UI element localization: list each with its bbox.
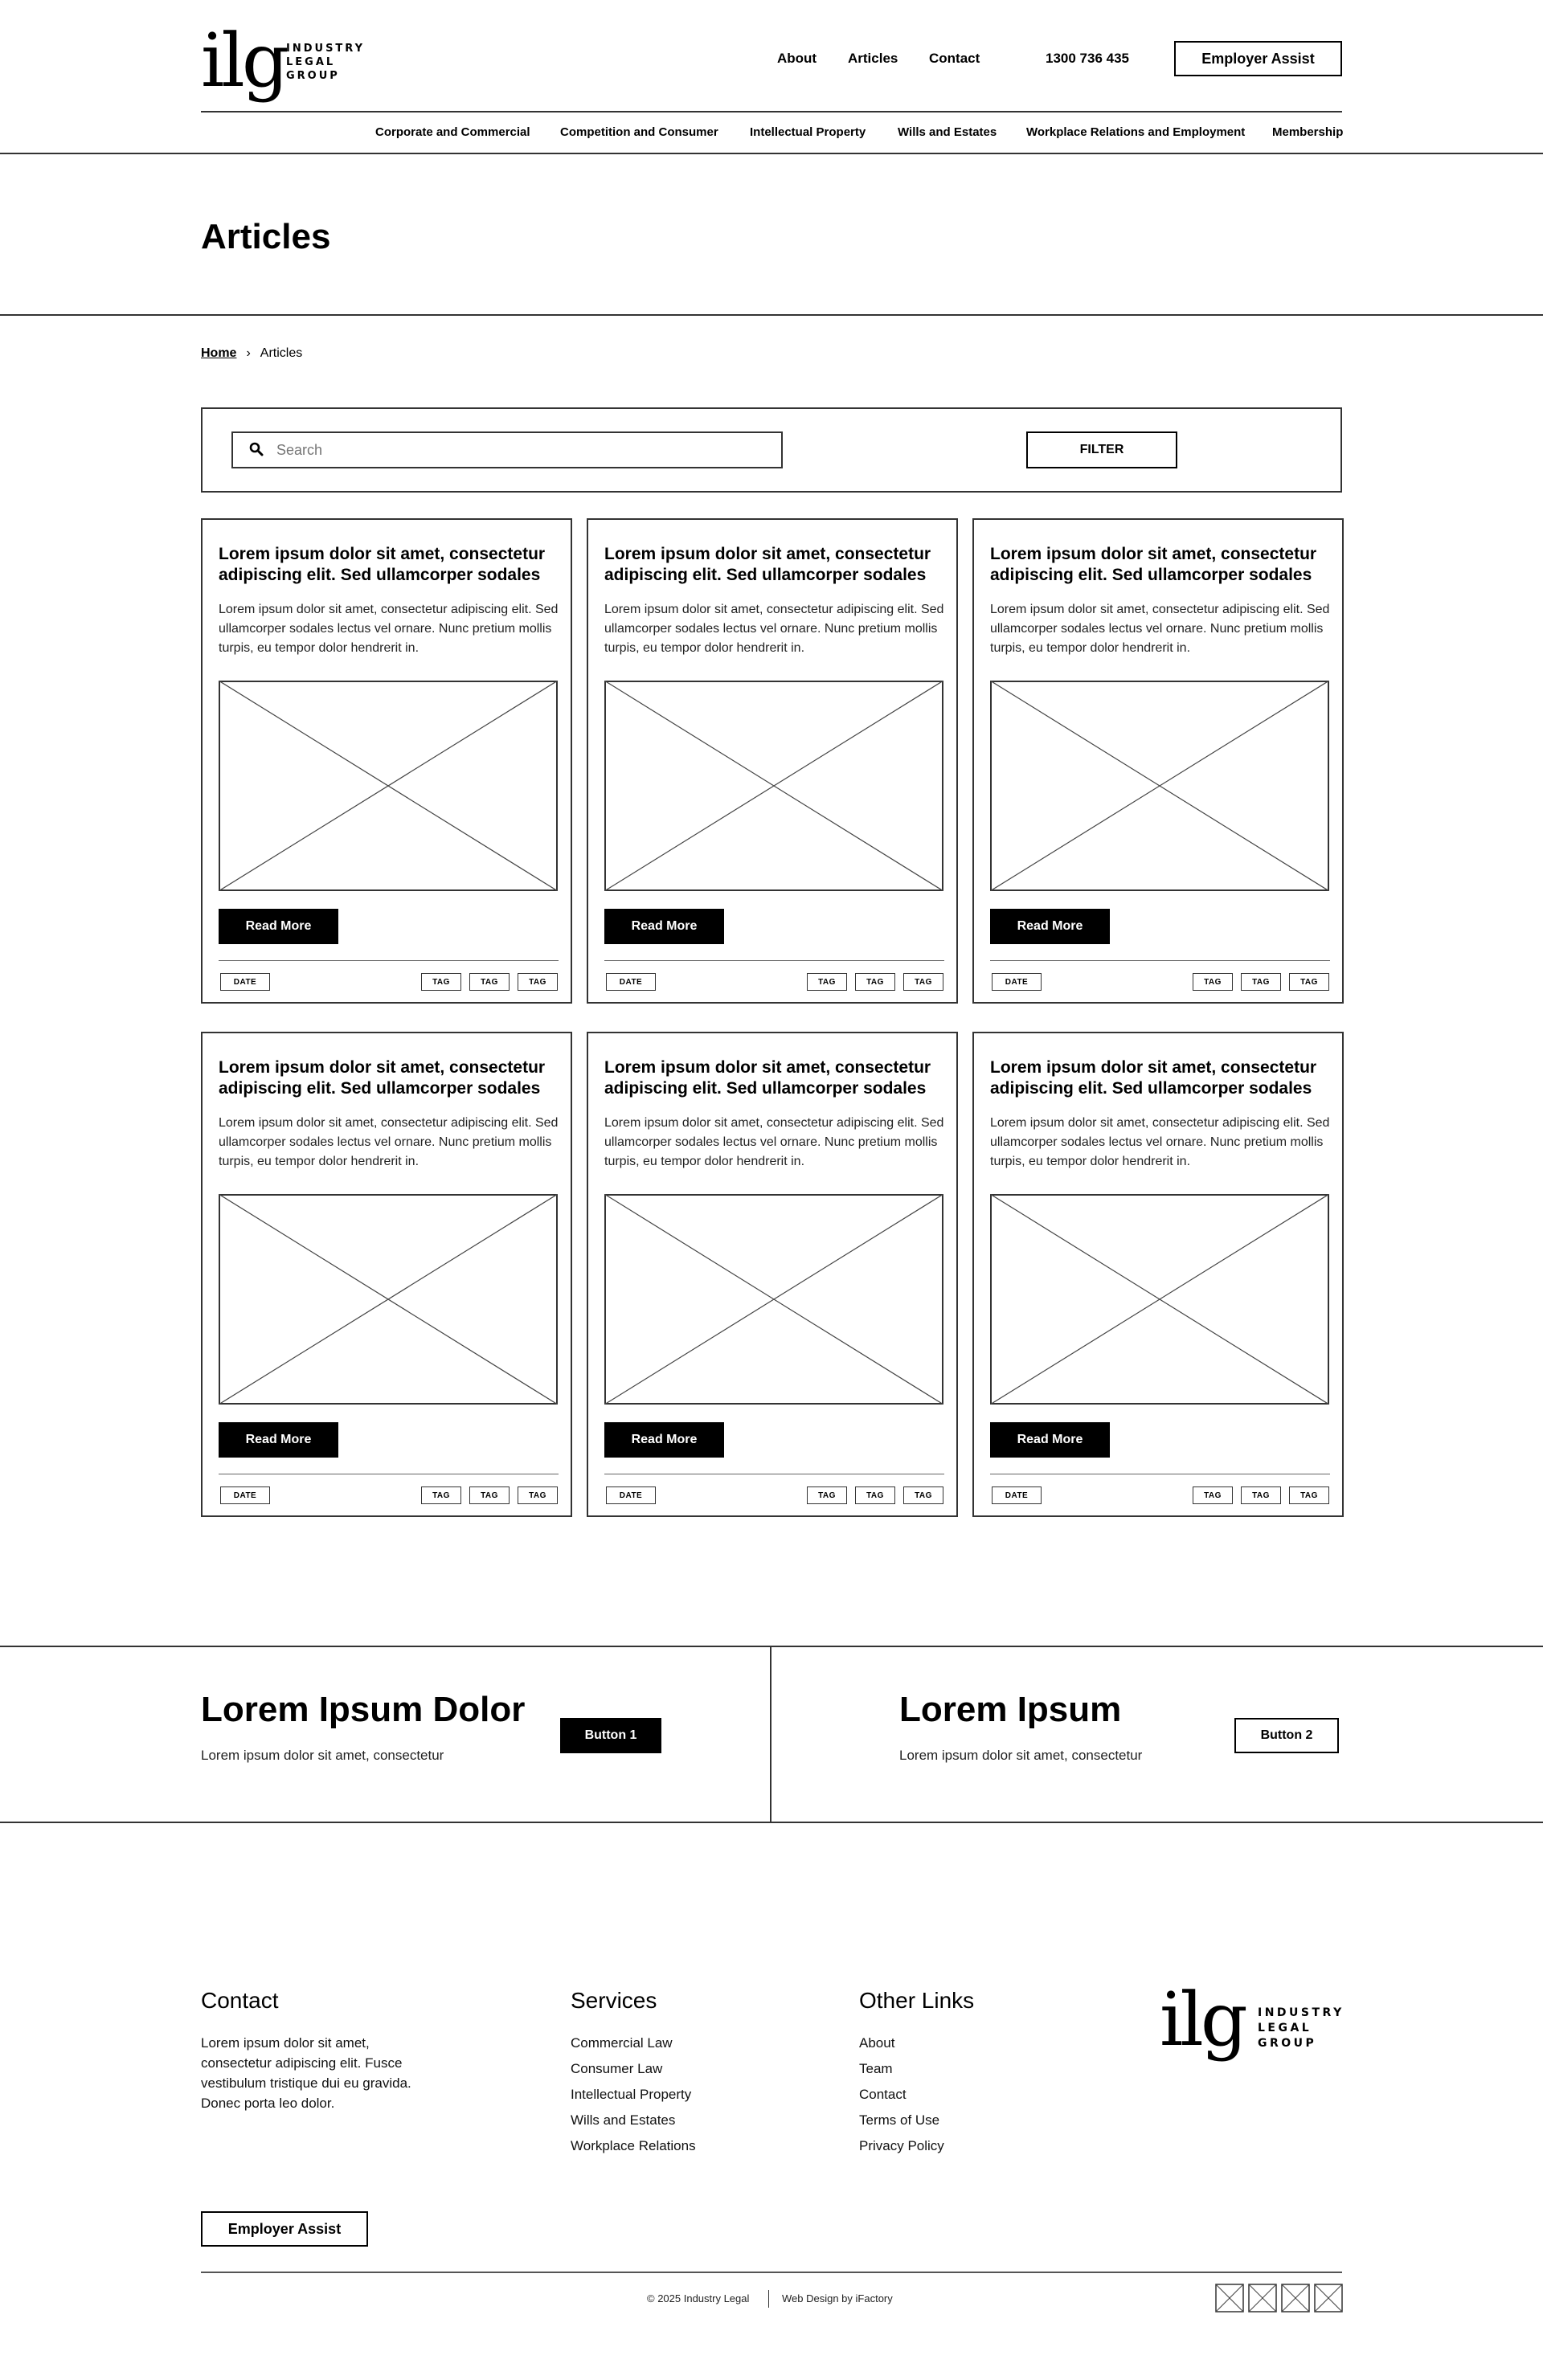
tag-chip[interactable]: TAG: [855, 973, 895, 991]
image-placeholder: [219, 1194, 558, 1405]
logo-wordmark: [286, 42, 365, 83]
footer-link-wills-estates[interactable]: Wills and Estates: [571, 2112, 676, 2128]
tag-chip[interactable]: TAG: [1289, 973, 1329, 991]
nav-contact[interactable]: Contact: [929, 51, 980, 66]
footer-contact-heading: Contact: [201, 1988, 279, 2013]
button-2[interactable]: Button 2: [1234, 1718, 1339, 1753]
read-more-button[interactable]: Read More: [604, 1422, 724, 1458]
footer-link-workplace-relations[interactable]: Workplace Relations: [571, 2138, 696, 2153]
tag-chip[interactable]: TAG: [469, 973, 510, 991]
date-chip: DATE: [992, 973, 1042, 991]
sub-nav-ip[interactable]: Intellectual Property: [750, 125, 866, 139]
article-card: [587, 518, 958, 1004]
logo-word: INDUSTRY: [286, 43, 366, 55]
tag-chip[interactable]: TAG: [518, 1486, 558, 1504]
article-title[interactable]: Lorem ipsum dolor sit amet, consectetur adipiscing elit. Sed ullamcorper sodales: [219, 545, 546, 584]
tag-chip[interactable]: TAG: [903, 973, 943, 991]
logo-word: GROUP: [286, 70, 340, 82]
social-icon-placeholder[interactable]: [1215, 2284, 1244, 2313]
footer-link-team[interactable]: Team: [859, 2061, 893, 2076]
logo-wordmark: [1258, 2006, 1344, 2051]
tag-chip[interactable]: TAG: [903, 1486, 943, 1504]
article-title[interactable]: Lorem ipsum dolor sit amet, consectetur adipiscing elit. Sed ullamcorper sodales: [219, 1058, 546, 1098]
article-excerpt: Lorem ipsum dolor sit amet, consectetur adipiscing elit. Sed ullamcorper sodales lectus vel ornare. Nunc pretium mollis turpis, eu tempor dolor hendrerit in.: [604, 1116, 944, 1168]
read-more-button[interactable]: Read More: [990, 1422, 1110, 1458]
article-title[interactable]: Lorem ipsum dolor sit amet, consectetur adipiscing elit. Sed ullamcorper sodales: [604, 1058, 931, 1098]
sub-nav-divider: [0, 153, 1543, 154]
date-chip: DATE: [606, 1486, 656, 1504]
article-excerpt: Lorem ipsum dolor sit amet, consectetur adipiscing elit. Sed ullamcorper sodales lectus vel ornare. Nunc pretium mollis turpis, eu tempor dolor hendrerit in.: [990, 1116, 1330, 1168]
image-placeholder: [990, 681, 1329, 891]
footer-link-contact[interactable]: Contact: [859, 2087, 907, 2102]
image-placeholder: [604, 1194, 943, 1405]
tag-chip[interactable]: TAG: [855, 1486, 895, 1504]
cta-right-heading: Lorem Ipsum: [899, 1690, 1122, 1729]
card-divider: [990, 960, 1330, 961]
footer-employer-assist-button[interactable]: Employer Assist: [201, 2211, 368, 2247]
footer-link-intellectual-property[interactable]: Intellectual Property: [571, 2087, 692, 2102]
tag-chip[interactable]: TAG: [807, 973, 847, 991]
footer-credit-separator: [768, 2290, 769, 2308]
logo-word: GROUP: [1258, 2037, 1317, 2050]
sub-nav-workplace[interactable]: Workplace Relations and Employment: [1026, 125, 1246, 139]
page-title: Articles: [201, 217, 331, 256]
sub-nav-corporate[interactable]: Corporate and Commercial: [375, 125, 530, 139]
social-icon-placeholder[interactable]: [1281, 2284, 1310, 2313]
sub-nav-membership[interactable]: Membership: [1272, 125, 1344, 139]
footer-link-terms[interactable]: Terms of Use: [859, 2112, 940, 2128]
button-1[interactable]: Button 1: [560, 1718, 661, 1753]
footer-logo[interactable]: [1160, 1977, 1344, 2063]
article-card: [587, 1032, 958, 1517]
cta-left-text: Lorem ipsum dolor sit amet, consectetur: [201, 1748, 444, 1763]
search-panel: [201, 407, 1342, 493]
card-divider: [604, 960, 944, 961]
image-placeholder: [219, 681, 558, 891]
footer-link-privacy[interactable]: Privacy Policy: [859, 2138, 944, 2153]
cta-left-heading: Lorem Ipsum Dolor: [201, 1690, 526, 1729]
date-chip: DATE: [220, 973, 270, 991]
logo-mark: ilg: [1160, 1977, 1245, 2063]
article-card: [972, 518, 1344, 1004]
title-divider: [0, 314, 1543, 316]
breadcrumb-home[interactable]: Home: [201, 346, 237, 360]
date-chip: DATE: [606, 973, 656, 991]
breadcrumb-current: Articles: [260, 346, 303, 360]
sub-nav-wills[interactable]: Wills and Estates: [898, 125, 997, 139]
logo-word: LEGAL: [1258, 2022, 1312, 2034]
copyright: © 2025 Industry Legal: [647, 2292, 750, 2304]
logo-mark: ilg: [201, 18, 286, 104]
article-excerpt: Lorem ipsum dolor sit amet, consectetur adipiscing elit. Sed ullamcorper sodales lectus vel ornare. Nunc pretium mollis turpis, eu tempor dolor hendrerit in.: [990, 603, 1330, 655]
tag-chip[interactable]: TAG: [1241, 973, 1281, 991]
logo[interactable]: [201, 18, 370, 104]
tag-chip[interactable]: TAG: [469, 1486, 510, 1504]
tag-chip[interactable]: TAG: [518, 973, 558, 991]
tag-chip[interactable]: TAG: [1289, 1486, 1329, 1504]
tag-chip[interactable]: TAG: [1193, 1486, 1233, 1504]
breadcrumb: [201, 346, 302, 361]
cta-top-divider: [0, 1646, 1543, 1647]
read-more-button[interactable]: Read More: [219, 909, 338, 944]
footer-link-about[interactable]: About: [859, 2035, 895, 2051]
logo-word: LEGAL: [286, 56, 336, 68]
article-title[interactable]: Lorem ipsum dolor sit amet, consectetur adipiscing elit. Sed ullamcorper sodales: [604, 545, 931, 584]
footer-services-heading: Services: [571, 1988, 657, 2013]
social-icon-placeholder[interactable]: [1248, 2284, 1277, 2313]
read-more-button[interactable]: Read More: [990, 909, 1110, 944]
footer-other-heading: Other Links: [859, 1988, 975, 2013]
image-placeholder: [990, 1194, 1329, 1405]
cta-right-text: Lorem ipsum dolor sit amet, consectetur: [899, 1748, 1143, 1763]
footer-link-consumer-law[interactable]: Consumer Law: [571, 2061, 663, 2076]
filter-button[interactable]: FILTER: [1026, 431, 1177, 468]
sub-nav-competition[interactable]: Competition and Consumer: [560, 125, 718, 139]
search-icon: [249, 442, 265, 458]
nav-articles[interactable]: Articles: [848, 51, 898, 66]
employer-assist-button[interactable]: Employer Assist: [1174, 41, 1342, 76]
nav-about[interactable]: About: [777, 51, 817, 66]
image-placeholder: [604, 681, 943, 891]
tag-chip[interactable]: TAG: [1193, 973, 1233, 991]
date-chip: DATE: [220, 1486, 270, 1504]
read-more-button[interactable]: Read More: [219, 1422, 338, 1458]
footer-contact-text: Lorem ipsum dolor sit amet, consectetur adipiscing elit. Fusce vestibulum tristique dui eu gravida. Donec porta leo dolor.: [201, 2035, 411, 2111]
search-box[interactable]: [231, 431, 783, 468]
article-excerpt: Lorem ipsum dolor sit amet, consectetur adipiscing elit. Sed ullamcorper sodales lectus vel ornare. Nunc pretium mollis turpis, eu tempor dolor hendrerit in.: [219, 603, 559, 655]
article-card: [201, 518, 572, 1004]
tag-chip[interactable]: TAG: [421, 1486, 461, 1504]
tag-chip[interactable]: TAG: [807, 1486, 847, 1504]
article-title[interactable]: Lorem ipsum dolor sit amet, consectetur adipiscing elit. Sed ullamcorper sodales: [990, 545, 1317, 584]
article-excerpt: Lorem ipsum dolor sit amet, consectetur adipiscing elit. Sed ullamcorper sodales lectus vel ornare. Nunc pretium mollis turpis, eu tempor dolor hendrerit in.: [604, 603, 944, 655]
article-excerpt: Lorem ipsum dolor sit amet, consectetur adipiscing elit. Sed ullamcorper sodales lectus vel ornare. Nunc pretium mollis turpis, eu tempor dolor hendrerit in.: [219, 1116, 559, 1168]
tag-chip[interactable]: TAG: [421, 973, 461, 991]
design-credit[interactable]: Web Design by iFactory: [782, 2292, 893, 2304]
tag-chip[interactable]: TAG: [1241, 1486, 1281, 1504]
logo-word: INDUSTRY: [1258, 2006, 1344, 2019]
card-divider: [219, 960, 559, 961]
breadcrumb-separator: ›: [246, 346, 251, 360]
header-divider: [201, 111, 1342, 112]
social-icon-placeholder[interactable]: [1314, 2284, 1343, 2313]
cta-bottom-divider: [0, 1822, 1543, 1823]
cta-vertical-divider: [770, 1646, 772, 1822]
search-input[interactable]: [276, 442, 759, 459]
footer-link-commercial-law[interactable]: Commercial Law: [571, 2035, 673, 2051]
read-more-button[interactable]: Read More: [604, 909, 724, 944]
footer-divider: [201, 2272, 1342, 2273]
article-card: [201, 1032, 572, 1517]
date-chip: DATE: [992, 1486, 1042, 1504]
article-title[interactable]: Lorem ipsum dolor sit amet, consectetur adipiscing elit. Sed ullamcorper sodales: [990, 1058, 1317, 1098]
article-card: [972, 1032, 1344, 1517]
phone-link[interactable]: 1300 736 435: [1046, 51, 1129, 66]
